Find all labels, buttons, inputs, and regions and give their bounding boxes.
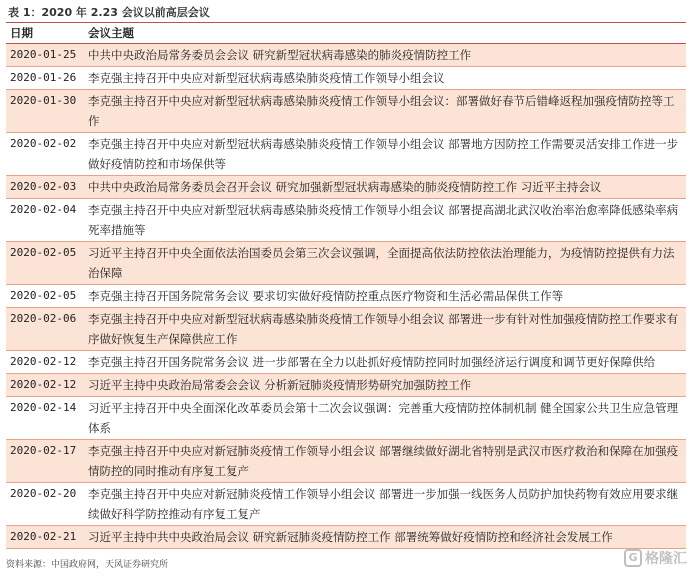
table-title: 表 1：2020 年 2.23 会议以前高层会议 bbox=[8, 6, 210, 19]
watermark bbox=[624, 548, 687, 568]
table-row bbox=[6, 133, 686, 176]
row-date: 2020-02-17 bbox=[10, 444, 77, 457]
table-row bbox=[6, 67, 686, 90]
meetings-table bbox=[6, 22, 686, 549]
row-topic: 中共中央政治局常务委员会召开会议 研究加强新型冠状病毒感染的肺炎疫情防控工作 习近平主持会议 bbox=[88, 180, 602, 194]
source-note: 资料来源：中国政府网，天风证券研究所 bbox=[6, 560, 169, 570]
table-header bbox=[6, 23, 686, 44]
row-date: 2020-01-30 bbox=[10, 94, 77, 107]
row-date: 2020-02-12 bbox=[10, 355, 77, 368]
row-date: 2020-02-06 bbox=[10, 312, 77, 325]
table-row bbox=[6, 483, 686, 526]
table-row bbox=[6, 44, 686, 67]
row-topic: 李克强主持召开中央应对新型冠状病毒感染肺炎疫情工作领导小组会议 bbox=[88, 71, 445, 85]
row-date: 2020-02-20 bbox=[10, 487, 77, 500]
row-topic: 李克强主持召开中央应对新型冠状病毒感染肺炎疫情工作领导小组会议 部署进一步有针对性加强疫情防控工作要求有序做好恢复生产保障供应工作 bbox=[88, 312, 679, 346]
row-date: 2020-01-26 bbox=[10, 71, 77, 84]
row-date: 2020-02-12 bbox=[10, 378, 77, 391]
row-topic: 习近平主持中央政治局常委会会议 分析新冠肺炎疫情形势研究加强防控工作 bbox=[88, 378, 472, 392]
row-topic: 习近平主持中共中央政治局会议 研究新冠肺炎疫情防控工作 部署统筹做好疫情防控和经济社会发展工作 bbox=[88, 530, 613, 544]
row-date: 2020-01-25 bbox=[10, 48, 77, 61]
table-row bbox=[6, 526, 686, 549]
table-row bbox=[6, 397, 686, 440]
column-header-topic: 会议主题 bbox=[88, 26, 134, 40]
table-row bbox=[6, 440, 686, 483]
row-topic: 李克强主持召开中央应对新冠肺炎疫情工作领导小组会议 部署继续做好湖北省特别是武汉市医疗救治和保障在加强疫情防控的同时推动有序复工复产 bbox=[88, 444, 679, 478]
row-topic: 中共中央政治局常务委员会会议 研究新型冠状病毒感染的肺炎疫情防控工作 bbox=[88, 48, 472, 62]
table-row bbox=[6, 90, 686, 133]
row-topic: 李克强主持召开国务院常务会议 进一步部署在全力以赴抓好疫情防控同时加强经济运行调度和调节更好保障供给 bbox=[88, 355, 656, 369]
row-date: 2020-02-03 bbox=[10, 180, 77, 193]
row-date: 2020-02-04 bbox=[10, 203, 77, 216]
row-topic: 习近平主持召开中央全面依法治国委员会第三次会议强调，全面提高依法防控依法治理能力，为疫情防控提供有力法治保障 bbox=[88, 246, 675, 280]
table-row bbox=[6, 308, 686, 351]
gelonghui-logo-icon: G bbox=[624, 549, 642, 567]
row-topic: 李克强主持召开国务院常务会议 要求切实做好疫情防控重点医疗物资和生活必需品保供工作等 bbox=[88, 289, 564, 303]
table-row bbox=[6, 374, 686, 397]
table-row bbox=[6, 199, 686, 242]
row-date: 2020-02-14 bbox=[10, 401, 77, 414]
row-date: 2020-02-21 bbox=[10, 530, 77, 543]
row-topic: 李克强主持召开中央应对新型冠状病毒感染肺炎疫情工作领导小组会议 部署提高湖北武汉收治率治愈率降低感染率病死率措施等 bbox=[88, 203, 679, 237]
column-header-date: 日期 bbox=[10, 26, 33, 40]
table-row bbox=[6, 242, 686, 285]
watermark-text: 格隆汇 bbox=[645, 551, 687, 567]
row-date: 2020-02-05 bbox=[10, 246, 77, 259]
row-topic: 李克强主持召开中央应对新型冠状病毒感染肺炎疫情工作领导小组会议：部署做好春节后错峰返程加强疫情防控等工作 bbox=[88, 94, 675, 128]
table-row bbox=[6, 351, 686, 374]
table-row bbox=[6, 285, 686, 308]
row-date: 2020-02-02 bbox=[10, 137, 77, 150]
table-row bbox=[6, 176, 686, 199]
row-topic: 李克强主持召开中央应对新冠肺炎疫情工作领导小组会议 部署进一步加强一线医务人员防护加快药物有效应用要求继续做好科学防控推动有序复工复产 bbox=[88, 487, 679, 521]
table-body bbox=[6, 44, 686, 549]
row-topic: 习近平主持召开中央全面深化改革委员会第十二次会议强调：完善重大疫情防控体制机制 健全国家公共卫生应急管理体系 bbox=[88, 401, 679, 435]
row-date: 2020-02-05 bbox=[10, 289, 77, 302]
row-topic: 李克强主持召开中央应对新型冠状病毒感染肺炎疫情工作领导小组会议 部署地方因防控工作需要灵活安排工作进一步做好疫情防控和市场保供等 bbox=[88, 137, 679, 171]
